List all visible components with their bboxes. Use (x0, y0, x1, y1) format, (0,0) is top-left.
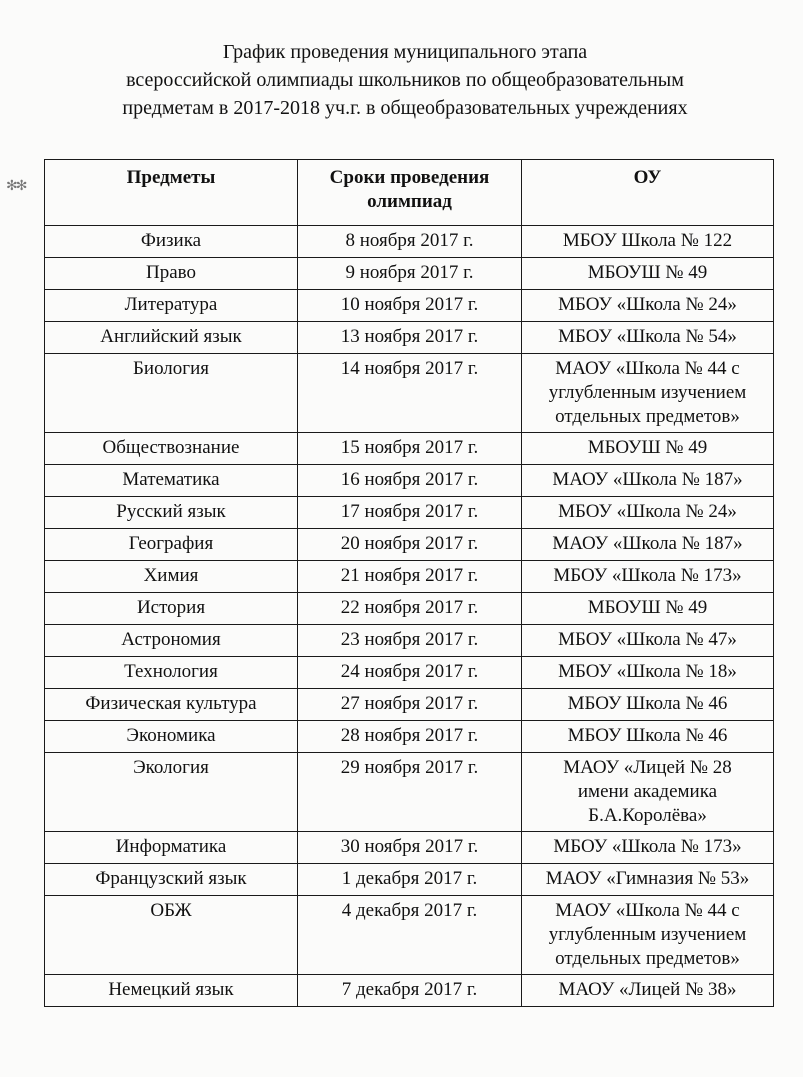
cell-date: 27 ноября 2017 г. (298, 689, 522, 721)
cell-date: 20 ноября 2017 г. (298, 529, 522, 561)
cell-school: МБОУШ № 49 (522, 593, 774, 625)
cell-date: 10 ноября 2017 г. (298, 290, 522, 322)
cell-school: МБОУ Школа № 46 (522, 689, 774, 721)
header-subjects: Предметы (45, 160, 298, 226)
cell-subject: Биология (45, 354, 298, 433)
table-row (45, 896, 774, 975)
header-school: ОУ (522, 160, 774, 226)
cell-subject: Физическая культура (45, 689, 298, 721)
cell-date: 1 декабря 2017 г. (298, 864, 522, 896)
cell-school: МБОУ «Школа № 47» (522, 625, 774, 657)
table-header-row (45, 160, 774, 226)
cell-date: 24 ноября 2017 г. (298, 657, 522, 689)
table-row (45, 433, 774, 465)
table-row (45, 226, 774, 258)
cell-subject: Литература (45, 290, 298, 322)
cell-subject: Математика (45, 465, 298, 497)
cell-subject: Информатика (45, 832, 298, 864)
olympiad-schedule-table (44, 159, 774, 1007)
cell-school: МАОУ «Школа № 187» (522, 465, 774, 497)
cell-school: МАОУ «Лицей № 38» (522, 975, 774, 1007)
table-row (45, 832, 774, 864)
cell-date: 13 ноября 2017 г. (298, 322, 522, 354)
cell-subject: Технология (45, 657, 298, 689)
cell-school: МБОУШ № 49 (522, 258, 774, 290)
cell-subject: Астрономия (45, 625, 298, 657)
cell-date: 15 ноября 2017 г. (298, 433, 522, 465)
cell-date: 30 ноября 2017 г. (298, 832, 522, 864)
table-row (45, 465, 774, 497)
cell-subject: ОБЖ (45, 896, 298, 975)
table-row (45, 721, 774, 753)
table-row (45, 354, 774, 433)
cell-date: 22 ноября 2017 г. (298, 593, 522, 625)
title-line: предметам в 2017-2018 уч.г. в общеобразовательных учреждениях (122, 97, 688, 119)
table-row (45, 864, 774, 896)
cell-school: МАОУ «Школа № 187» (522, 529, 774, 561)
cell-date: 23 ноября 2017 г. (298, 625, 522, 657)
table-row (45, 258, 774, 290)
document-title (40, 38, 770, 122)
cell-school: МБОУ «Школа № 173» (522, 561, 774, 593)
cell-school: МБОУ «Школа № 24» (522, 497, 774, 529)
header-dates: Сроки проведения олимпиад (298, 160, 522, 226)
cell-school: МАОУ «Гимназия № 53» (522, 864, 774, 896)
table-body (45, 226, 774, 1007)
cell-subject: Обществознание (45, 433, 298, 465)
cell-school: МАОУ «Школа № 44 с углубленным изучением отдельных предметов» (522, 354, 774, 433)
cell-subject: Французский язык (45, 864, 298, 896)
cell-date: 17 ноября 2017 г. (298, 497, 522, 529)
cell-school: МБОУ «Школа № 18» (522, 657, 774, 689)
cell-date: 4 декабря 2017 г. (298, 896, 522, 975)
table-row (45, 322, 774, 354)
table-row (45, 657, 774, 689)
title-line: всероссийской олимпиады школьников по общеобразовательным (126, 69, 684, 91)
cell-subject: Право (45, 258, 298, 290)
cell-school: МБОУ Школа № 122 (522, 226, 774, 258)
table-row (45, 497, 774, 529)
cell-subject: Русский язык (45, 497, 298, 529)
cell-school: МБОУ Школа № 46 (522, 721, 774, 753)
cell-date: 7 декабря 2017 г. (298, 975, 522, 1007)
cell-subject: Немецкий язык (45, 975, 298, 1007)
cell-school: МБОУШ № 49 (522, 433, 774, 465)
table-row (45, 290, 774, 322)
cell-subject: Экономика (45, 721, 298, 753)
cell-school: МБОУ «Школа № 24» (522, 290, 774, 322)
cell-date: 9 ноября 2017 г. (298, 258, 522, 290)
table-row (45, 625, 774, 657)
cell-subject: Английский язык (45, 322, 298, 354)
cell-date: 14 ноября 2017 г. (298, 354, 522, 433)
cell-subject: История (45, 593, 298, 625)
cell-subject: Химия (45, 561, 298, 593)
cell-subject: География (45, 529, 298, 561)
table-row (45, 753, 774, 832)
table-row (45, 529, 774, 561)
cell-date: 28 ноября 2017 г. (298, 721, 522, 753)
table-row (45, 593, 774, 625)
cell-school: МБОУ «Школа № 173» (522, 832, 774, 864)
table-row (45, 689, 774, 721)
cell-date: 16 ноября 2017 г. (298, 465, 522, 497)
cell-date: 8 ноября 2017 г. (298, 226, 522, 258)
cell-date: 29 ноября 2017 г. (298, 753, 522, 832)
cell-school: МАОУ «Школа № 44 с углубленным изучением отдельных предметов» (522, 896, 774, 975)
table-row (45, 561, 774, 593)
cell-school: МАОУ «Лицей № 28 имени академика Б.А.Королёва» (522, 753, 774, 832)
cell-school: МБОУ «Школа № 54» (522, 322, 774, 354)
scan-smudge-mark: ✻✻ (6, 179, 26, 194)
cell-subject: Экология (45, 753, 298, 832)
cell-subject: Физика (45, 226, 298, 258)
cell-date: 21 ноября 2017 г. (298, 561, 522, 593)
title-line: График проведения муниципального этапа (222, 41, 588, 63)
table-row (45, 975, 774, 1007)
